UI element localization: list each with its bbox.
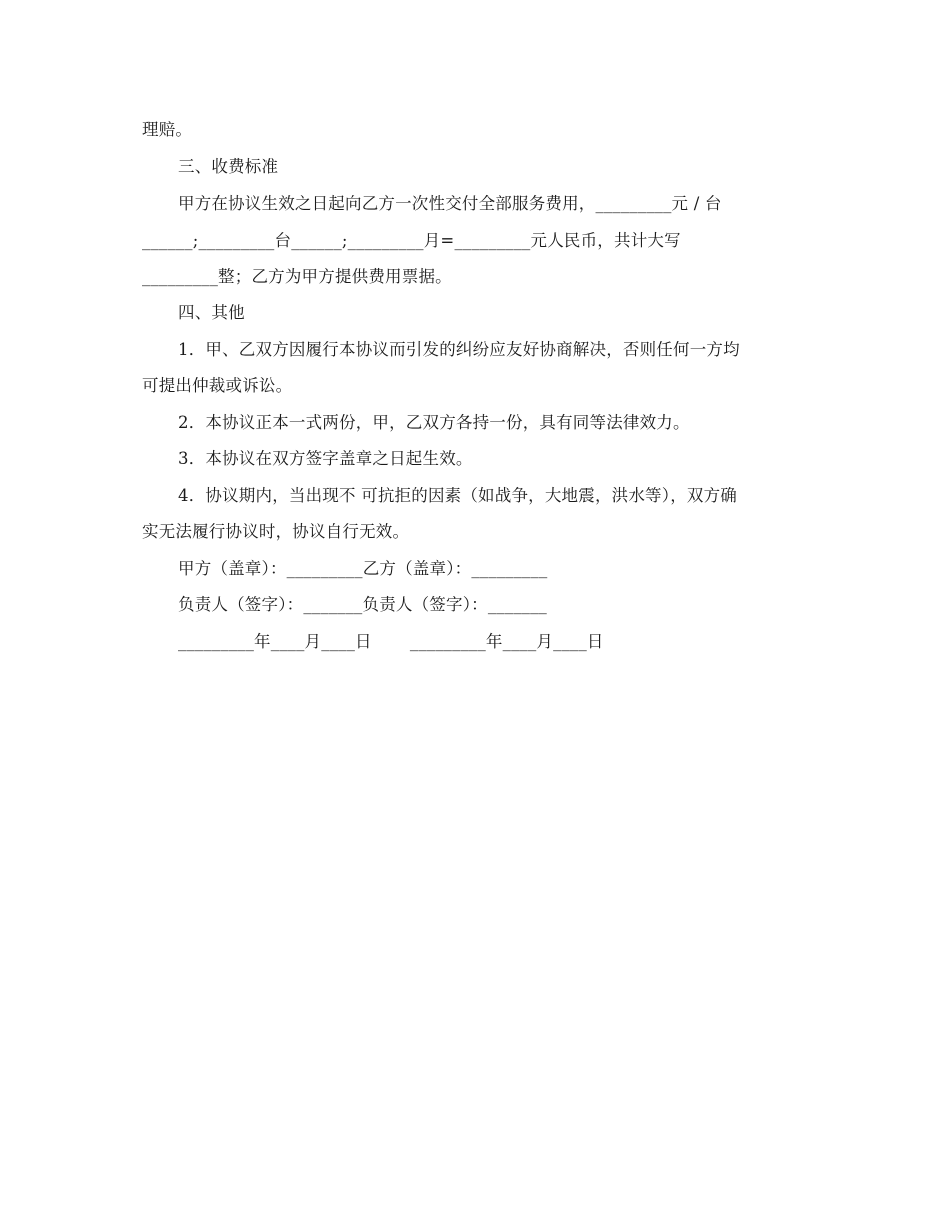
clause-1-line-1: 1．甲、乙双方因履行本协议而引发的纠纷应友好协商解决，否则任何一方均 — [178, 340, 740, 359]
section-heading-fees: 三、收费标准 — [178, 157, 279, 176]
paragraph-fees-line-1: 甲方在协议生效之日起向乙方一次性交付全部服务费用，_________元 / 台 — [178, 194, 722, 213]
paragraph-fees-line-3: _________整；乙方为甲方提供费用票据。 — [142, 267, 452, 286]
signature-responsible-line: 负责人（签字）：_______负责人（签字）：_______ — [178, 595, 547, 614]
paragraph-fees-line-2: ______;_________台______;_________月=_________元人民币，共计大写 — [142, 231, 681, 250]
clause-1-line-2: 可提出仲裁或诉讼。 — [142, 376, 293, 395]
clause-2: 2．本协议正本一式两份，甲，乙双方各持一份，具有同等法律效力。 — [178, 413, 690, 432]
text-line-claims: 理赔。 — [142, 120, 193, 139]
clause-4-line-1: 4．协议期内，当出现不 可抗拒的因素（如战争，大地震，洪水等），双方确 — [178, 486, 737, 505]
signature-date-line: _________年____月____日 _________年____月____日 — [178, 632, 604, 651]
section-heading-other: 四、其他 — [178, 303, 245, 322]
clause-4-line-2: 实无法履行协议时，协议自行无效。 — [142, 522, 410, 541]
signature-seal-line: 甲方（盖章）：_________乙方（盖章）：_________ — [178, 559, 548, 578]
clause-3: 3．本协议在双方签字盖章之日起生效。 — [178, 449, 473, 468]
